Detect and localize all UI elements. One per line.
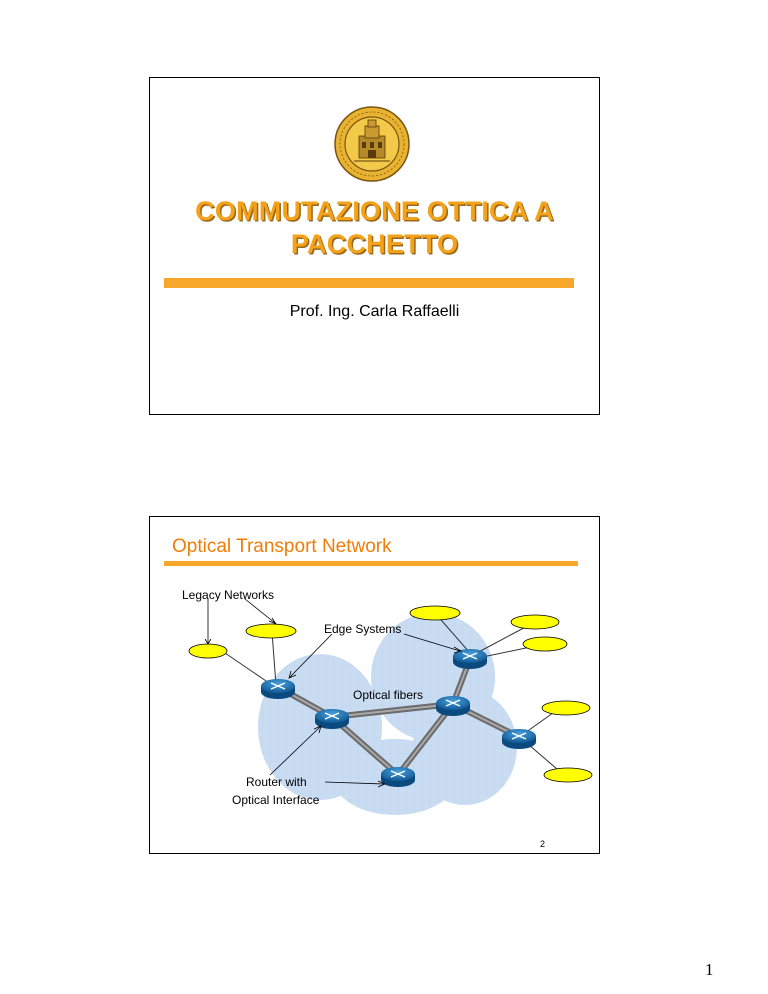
router-label-line-2: Optical Interface [232, 793, 320, 807]
slide-number: 2 [540, 839, 546, 849]
title-divider-bar [164, 561, 578, 566]
title-line-2: PACCHETTO [290, 229, 459, 259]
title-slide [149, 77, 600, 415]
router-label-line-1: Router with [246, 775, 307, 789]
page-title [150, 195, 599, 261]
university-seal-icon [334, 106, 410, 182]
network-diagram [150, 577, 599, 847]
title-line-1: COMMUTAZIONE OTTICA A [195, 196, 554, 226]
page-number: 1 [705, 960, 714, 979]
author-name: Prof. Ing. Carla Raffaelli [289, 303, 460, 320]
network-slide [149, 516, 600, 854]
optical-fibers-label: Optical fibers [353, 688, 424, 702]
legacy-networks-label: Legacy Networks [182, 588, 275, 602]
slide-title: Optical Transport Network [172, 536, 392, 557]
title-divider-bar [164, 278, 574, 288]
edge-systems-label: Edge Systems [324, 622, 402, 636]
